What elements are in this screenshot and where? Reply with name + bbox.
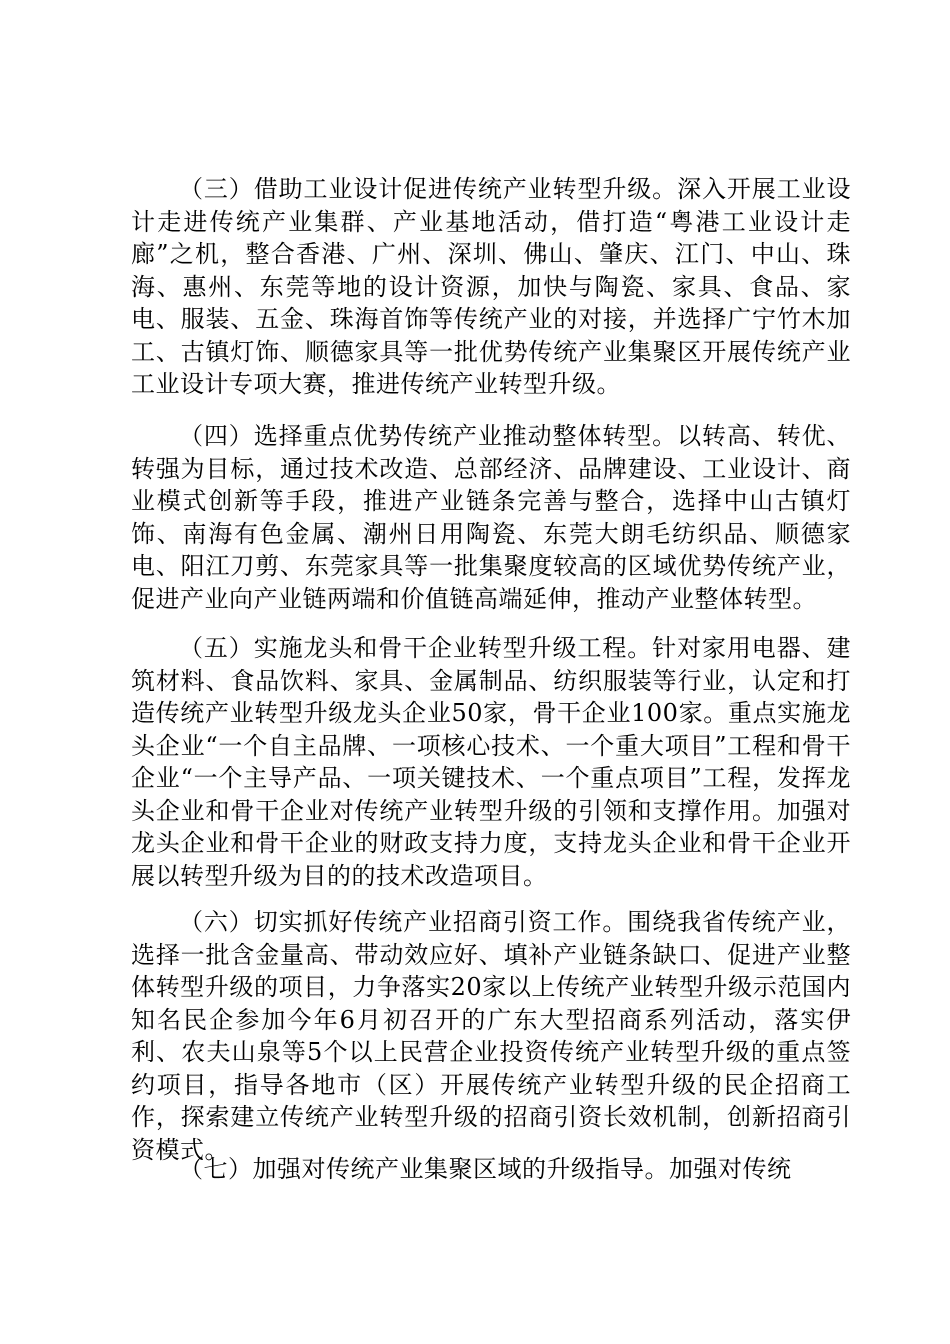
- paragraph-3: （三）借助工业设计促进传统产业转型升级。深入开展工业设计走进传统产业集群、产业基地活动，借打造“粤港工业设计走廊”之机，整合香港、广州、深圳、佛山、肇庆、江门、中山、珠海、惠州、东莞等地的设计资源，加快与陶瓷、家具、食品、家电、服装、五金、珠海首饰等传统产业的对接，并选择广宁竹木加工、古镇灯饰、顺德家具等一批优势传统产业集聚区开展传统产业工业设计专项大赛，推进传统产业转型升级。: [131, 175, 851, 398]
- paragraph-4: （四）选择重点优势传统产业推动整体转型。以转高、转优、转强为目标，通过技术改造、总部经济、品牌建设、工业设计、商业模式创新等手段，推进产业链条完善与整合，选择中山古镇灯饰、南海有色金属、潮州日用陶瓷、东莞大朗毛纺织品、顺德家电、阳江刀剪、东莞家具等一批集聚度较高的区域优势传统产业，促进产业向产业链两端和价值链高端延伸，推动产业整体转型。: [131, 422, 851, 613]
- paragraph-7: （七）加强对传统产业集聚区域的升级指导。加强对传统: [179, 1155, 792, 1183]
- paragraph-6: （六）切实抓好传统产业招商引资工作。围绕我省传统产业，选择一批含金量高、带动效应好、填补产业链条缺口、促进产业整体转型升级的项目，力争落实20家以上传统产业转型升级示范国内知名民企参加今年6月初召开的广东大型招商系列活动，落实伊利、农夫山泉等5个以上民营企业投资传统产业转型升级的重点签约项目，指导各地市（区）开展传统产业转型升级的民企招商工作，探索建立传统产业转型升级的招商引资长效机制，创新招商引资模式。: [131, 908, 851, 1164]
- paragraph-5: （五）实施龙头和骨干企业转型升级工程。针对家用电器、建筑材料、食品饮料、家具、金属制品、纺织服装等行业，认定和打造传统产业转型升级龙头企业50家，骨干企业100家。重点实施龙头企业“一个自主品牌、一项核心技术、一个重大项目”工程和骨干企业“一个主导产品、一项关键技术、一个重点项目”工程，发挥龙头企业和骨干企业对传统产业转型升级的引领和支撑作用。加强对龙头企业和骨干企业的财政支持力度，支持龙头企业和骨干企业开展以转型升级为目的的技术改造项目。: [131, 634, 851, 890]
